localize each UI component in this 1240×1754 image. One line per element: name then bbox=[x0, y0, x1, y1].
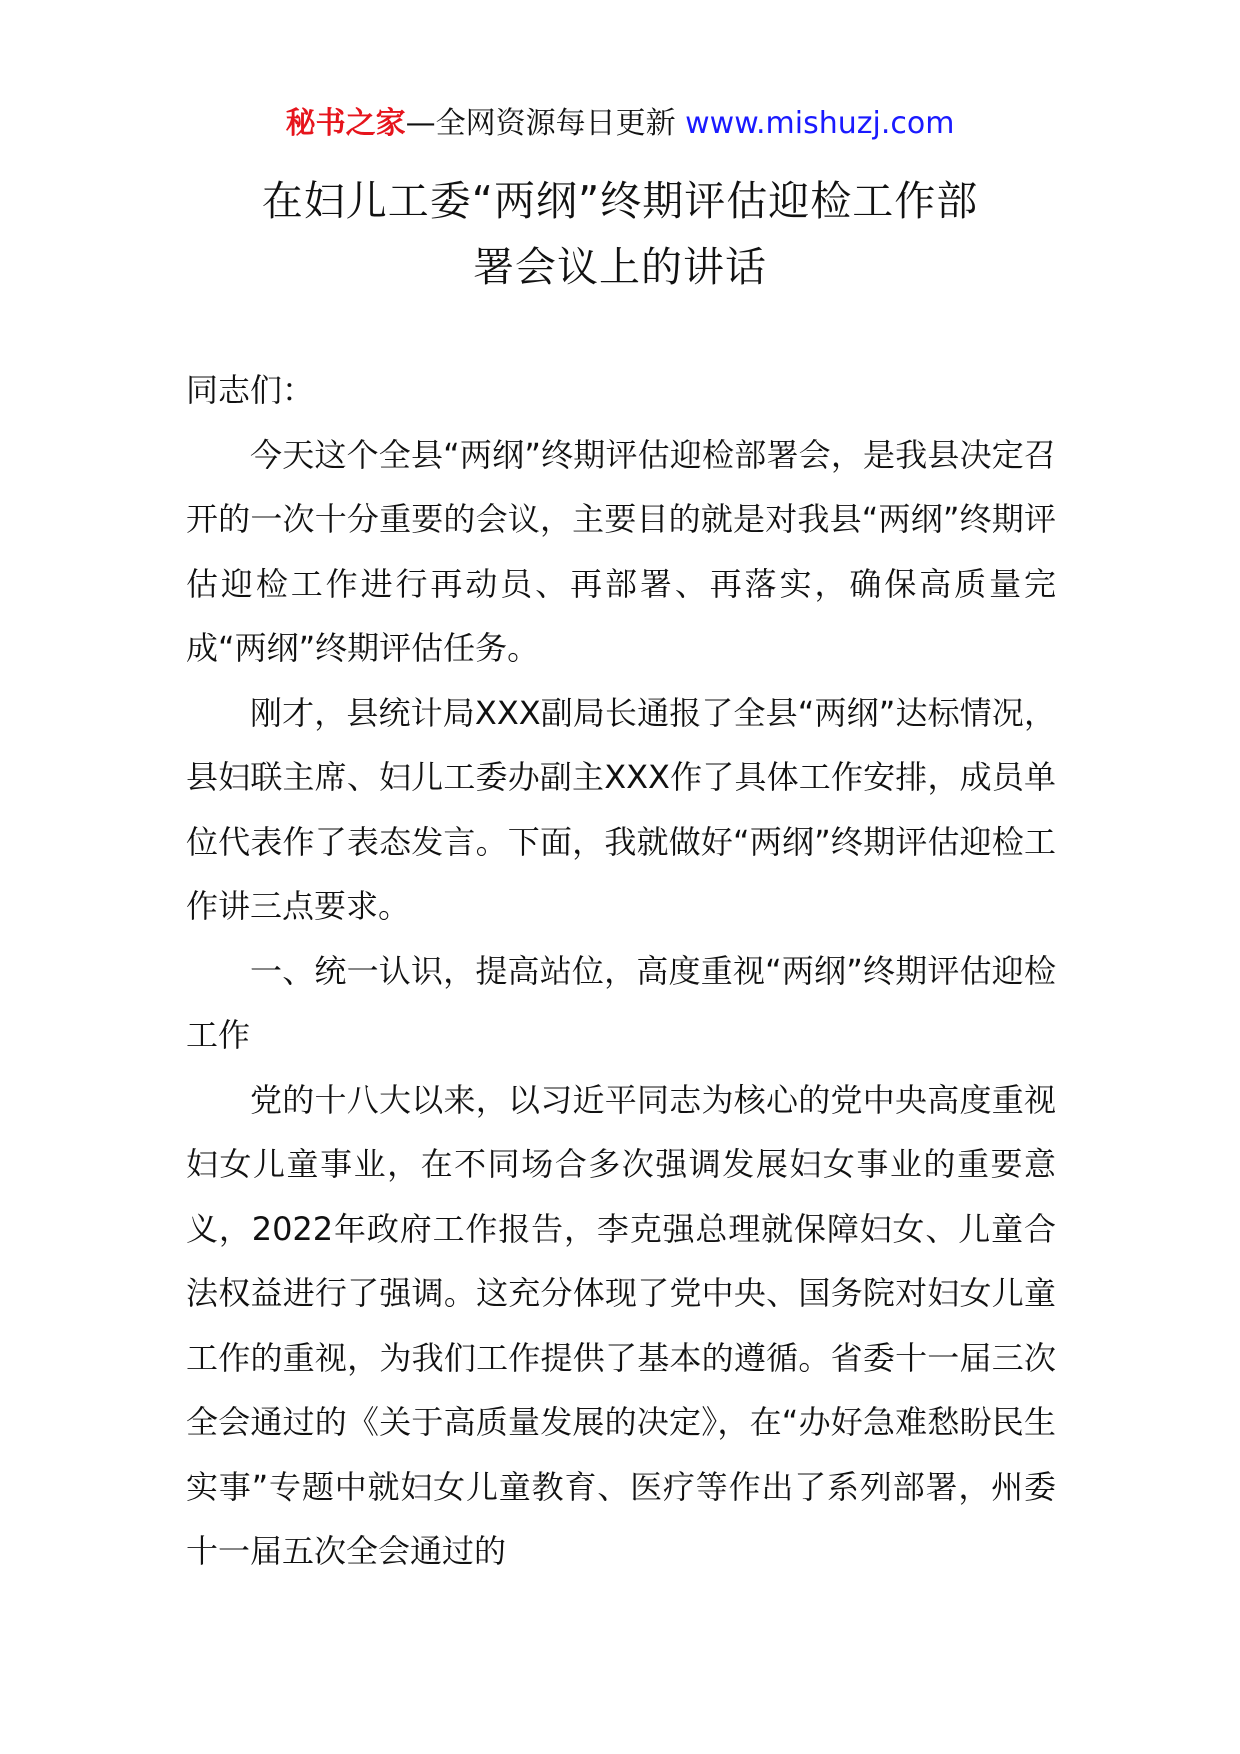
site-slogan: —全网资源每日更新 bbox=[405, 106, 686, 141]
paragraph-3: 党的十八大以来，以习近平同志为核心的党中央高度重视妇女儿童事业，在不同场合多次强调发展妇女事业的重要意义，2022年政府工作报告，李克强总理就保障妇女、儿童合法权益进行了强调。这充分体现了党中央、国务院对妇女儿童工作的重视，为我们工作提供了基本的遵循。省委十一届三次全会通过的《关于高质量发展的决定》，在“办好急难愁盼民生实事”专题中就妇女儿童教育、医疗等作出了系列部署，州委十一届五次全会通过的 bbox=[186, 1080, 1056, 1570]
paragraph-2: 刚才，县统计局XXX副局长通报了全县“两纲”达标情况，县妇联主席、妇儿工委办副主XXX作了具体工作安排，成员单位代表作了表态发言。下面，我就做好“两纲”终期评估迎检工作讲三点要求。 bbox=[186, 693, 1056, 925]
title-line-1: 在妇儿工委“两纲”终期评估迎检工作部 bbox=[261, 177, 979, 225]
document-title bbox=[150, 168, 1090, 300]
site-header bbox=[0, 104, 1240, 144]
site-brand: 秘书之家 bbox=[285, 106, 406, 141]
salutation: 同志们： bbox=[186, 371, 315, 409]
paragraph-1: 今天这个全县“两纲”终期评估迎检部署会，是我县决定召开的一次十分重要的会议，主要目的就是对我县“两纲”终期评估迎检工作进行再动员、再部署、再落实，确保高质量完成“两纲”终期评估任务。 bbox=[186, 435, 1056, 667]
site-url-link[interactable]: www.mishuzj.com bbox=[685, 106, 955, 141]
section-heading-1: 一、统一认识，提高站位，高度重视“两纲”终期评估迎检工作 bbox=[186, 951, 1056, 1054]
title-line-2: 署会议上的讲话 bbox=[473, 243, 767, 291]
document-body bbox=[186, 358, 1056, 1584]
